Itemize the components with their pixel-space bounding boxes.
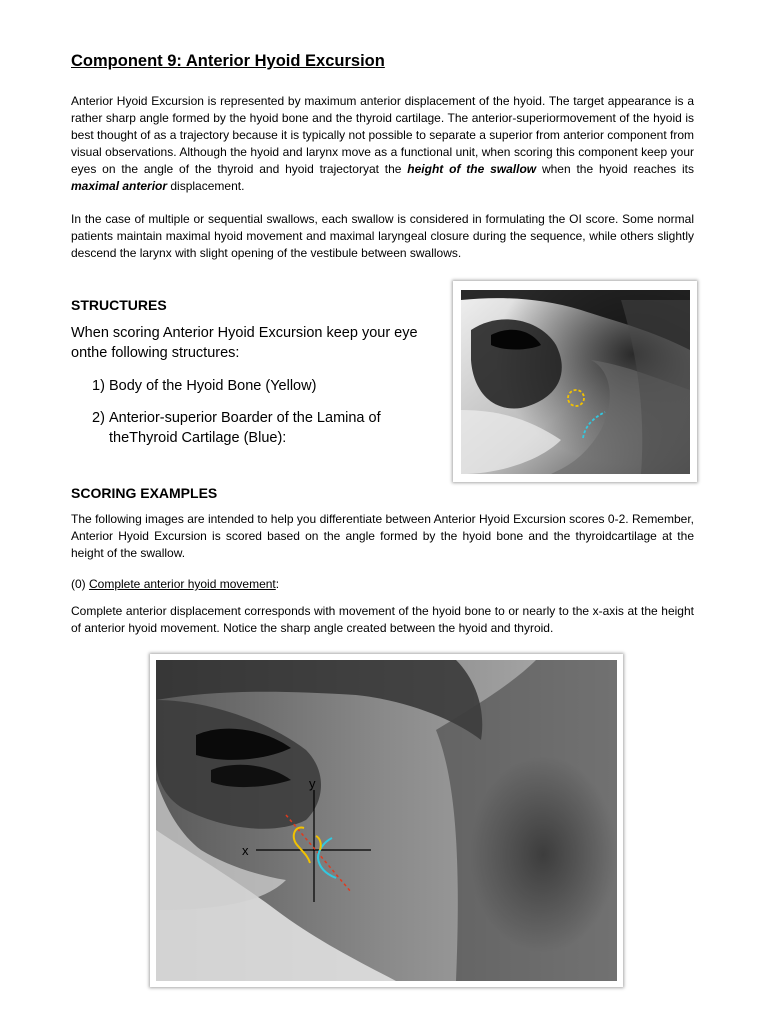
score-0-subheading [71,577,279,591]
intro-text-c: when the hyoid reaches its [536,162,695,176]
list-text: Body of the Hyoid Bone (Yellow) [109,378,317,394]
scoring-heading: SCORING EXAMPLES [71,485,218,501]
score-label: Complete anterior hyoid movement [89,577,276,591]
list-number: 1) [92,378,105,394]
structures-xray-figure [453,281,697,482]
page-title: Component 9: Anterior Hyoid Excursion [71,52,385,70]
list-text: Anterior-superior Boarder of the Lamina of theThyroid Cartilage (Blue): [109,410,381,446]
list-item [92,376,432,396]
x-axis-label: x [242,843,249,858]
structures-list [92,376,432,460]
intro-paragraph-1 [71,93,694,195]
structures-heading: STRUCTURES [71,297,167,313]
structures-intro: When scoring Anterior Hyoid Excursion keep your eye onthe following structures: [71,325,418,361]
emphasis-maximal-anterior: maximal anterior [71,179,168,193]
y-axis-label: y [309,776,316,791]
intro-paragraph-2: In the case of multiple or sequential swallows, each swallow is considered in formulating the OI score. Some normal patients maintain maximal hyoid movement and maximal laryngeal closure during the sequence, while others slightly descend the larynx with slight opening of the vestibule between swallows. [71,212,694,260]
list-item [92,408,432,448]
score-0-xray-figure [150,654,623,987]
score-0-xray-image [156,660,617,981]
list-number: 2) [92,410,105,426]
score-0-paragraph: Complete anterior displacement corresponds with movement of the hyoid bone to or nearly to the x-axis at the height of anterior hyoid movement. Notice the sharp angle created between the hyoid and thyroid. [71,604,694,635]
score-suffix: : [275,577,280,591]
intro-text-e: displacement. [167,179,245,193]
scoring-paragraph: The following images are intended to help you differentiate between Anterior Hyoid Excursion scores 0-2. Remember, Anterior Hyoid Excursion is scored based on the angle formed by the hyoid bone and the thyroidcartilage at the height of the swallow. [71,512,694,560]
structures-xray-image [461,290,690,474]
score-prefix: (0) [71,577,89,591]
emphasis-height-of-swallow: height of the swallow [407,162,537,176]
intro-text-a: Anterior Hyoid Excursion is represented by maximum anterior displacement of the hyoid. The target appearance is a rather sharp angle formed by the hyoid bone and the thyroid cartilage. The anterior-superiormovement of the hyoid is best thought of as a trajectory because it is typically not possible to separate a superior from anterior component from visual observations. Although the hyoid and larynx move as a functional unit, when scoring this component keep your eyes on the angle of the thyroid and hyoid trajectoryat the [71,94,694,176]
